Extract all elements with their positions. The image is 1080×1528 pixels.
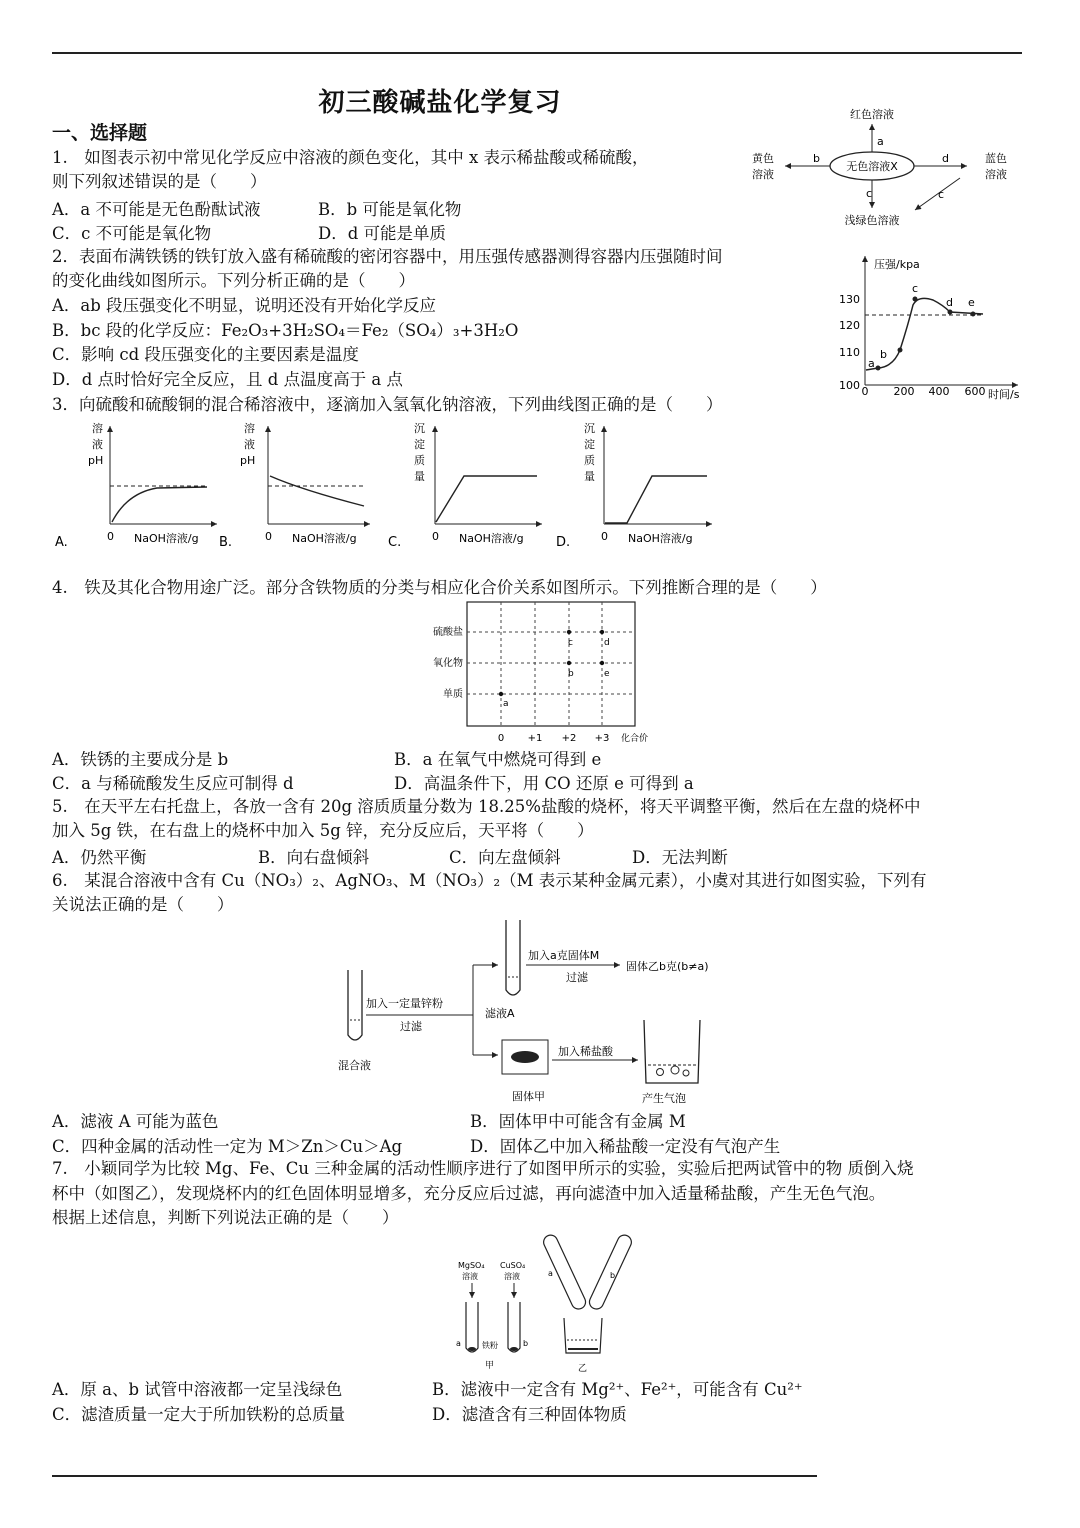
q7-figure-jia-label: 甲 xyxy=(485,1361,495,1371)
q7-tilted-b-label: b xyxy=(610,1271,616,1280)
q1-left-label-2: 溶液 xyxy=(752,168,774,181)
q2-stem-2: 的变化曲线如图所示。下列分析正确的是（ ） xyxy=(52,271,415,290)
q2-x-tick-0: 0 xyxy=(861,385,869,398)
page-title: 初三酸碱盐化学复习 xyxy=(318,88,562,118)
q2-y-tick-130: 130 xyxy=(839,293,860,306)
q3-a-zero: 0 xyxy=(107,530,114,543)
q2-stem-1: 2．表面布满铁锈的铁钉放入盛有稀硫酸的密闭容器中，用压强传感器测得容器内压强随时间 xyxy=(52,247,723,266)
q3-option-c: C. xyxy=(388,535,402,550)
q3-d-ylabel-4: 量 xyxy=(584,470,595,483)
q4-valence-chart xyxy=(425,598,665,748)
q1-arrow-b: b xyxy=(813,152,820,165)
q4-option-b: B．a 在氧气中燃烧可得到 e xyxy=(394,750,602,769)
q3-c-ylabel-4: 量 xyxy=(414,470,425,483)
q6-filtrate-a-label: 滤液A xyxy=(485,1007,515,1020)
q7-iron-powder-label: 铁粉 xyxy=(482,1341,498,1350)
q3-c-zero: 0 xyxy=(432,530,439,543)
q7-stem-3: 根据上述信息，判断下列说法正确的是（ ） xyxy=(52,1208,399,1227)
q3-graph-c xyxy=(388,422,542,550)
q3-b-ylabel-3: pH xyxy=(240,454,256,467)
q6-solid-b-label: 固体乙b克(b≠a) xyxy=(626,960,709,973)
q5-option-a: A．仍然平衡 xyxy=(52,848,147,867)
q6-filter-2-label: 过滤 xyxy=(566,971,588,984)
q7-tilted-a-label: a xyxy=(548,1269,553,1278)
q4-point-b: b xyxy=(568,669,574,679)
q1-center-label: 无色溶液X xyxy=(846,160,898,173)
q3-graph-a xyxy=(55,421,217,550)
q7-cuso4-label: CuSO₄ xyxy=(500,1261,526,1270)
q5-stem-2: 加入 5g 铁，在右盘上的烧杯中加入 5g 锌，充分反应后，天平将（ ） xyxy=(52,821,594,840)
q3-option-b: B. xyxy=(219,535,233,550)
q4-option-a: A．铁锈的主要成分是 b xyxy=(52,750,229,769)
q7-option-b: B．滤液中一定含有 Mg²⁺、Fe²⁺，可能含有 Cu²⁺ xyxy=(432,1380,803,1399)
q1-color-diagram xyxy=(745,100,1035,235)
q2-y-tick-110: 110 xyxy=(839,346,860,359)
q7-tube-b-label: b xyxy=(523,1339,529,1348)
q6-mixed-label: 混合液 xyxy=(338,1059,371,1072)
q4-option-c: C．a 与稀硫酸发生反应可制得 d xyxy=(52,774,294,793)
q4-col-plus2: +2 xyxy=(561,733,577,744)
q4-x-name: 化合价 xyxy=(621,734,649,744)
q3-c-ylabel-2: 淀 xyxy=(414,438,425,451)
q1-option-d: D．d 可能是单质 xyxy=(318,224,447,243)
q2-option-b: B．bc 段的化学反应：Fe₂O₃+3H₂SO₄＝Fe₂（SO₄）₃+3H₂O xyxy=(52,321,519,340)
q7-figure-yi-label: 乙 xyxy=(578,1364,588,1374)
q5-option-d: D．无法判断 xyxy=(632,848,728,867)
q2-y-tick-100: 100 xyxy=(839,379,860,392)
q2-point-d: d xyxy=(946,296,953,309)
q1-arrow-a: a xyxy=(877,135,884,148)
q5-option-c: C．向左盘倾斜 xyxy=(449,848,561,867)
q3-option-d: D. xyxy=(556,535,571,550)
q6-add-hcl-label: 加入稀盐酸 xyxy=(558,1045,613,1058)
q2-option-d: D．d 点时恰好完全反应，且 d 点温度高于 a 点 xyxy=(52,370,403,389)
q4-col-0: 0 xyxy=(497,733,505,744)
q7-cu-solution-label: 溶液 xyxy=(504,1272,520,1281)
q3-a-ylabel-1: 溶 xyxy=(92,422,103,435)
q3-graph-b xyxy=(219,421,370,550)
q6-add-zinc-label: 加入一定量锌粉 xyxy=(366,997,443,1010)
q3-c-ylabel-1: 沉 xyxy=(414,422,425,435)
q7-mgso4-label: MgSO₄ xyxy=(458,1261,485,1270)
q1-stem-2: 则下列叙述错误的是（ ） xyxy=(52,172,267,191)
q2-x-tick-400: 400 xyxy=(928,385,950,398)
q1-bottom-label: 浅绿色溶液 xyxy=(844,214,900,227)
q7-tube-a-label: a xyxy=(456,1339,461,1348)
q1-option-b: B．b 可能是氧化物 xyxy=(318,200,462,219)
q3-d-ylabel-3: 质 xyxy=(584,454,595,467)
q4-row-element: 单质 xyxy=(443,689,463,700)
q3-d-zero: 0 xyxy=(601,530,608,543)
q2-point-a: a xyxy=(868,357,875,370)
q1-right-label-2: 溶液 xyxy=(985,168,1007,181)
q3-curve-options xyxy=(52,418,732,554)
q3-b-zero: 0 xyxy=(265,530,272,543)
q2-pressure-graph xyxy=(838,250,1038,405)
q6-filter-label: 过滤 xyxy=(400,1020,422,1033)
q7-stem-1: 7. 小颖同学为比较 Mg、Fe、Cu 三种金属的活动性顺序进行了如图甲所示的实验，实验后把两试管中的物 质倒入烧 xyxy=(52,1159,914,1178)
q3-graph-d xyxy=(556,422,712,550)
q6-option-c: C．四种金属的活动性一定为 M＞Zn＞Cu＞Ag xyxy=(52,1137,403,1156)
q6-solid-a-label: 固体甲 xyxy=(512,1090,545,1103)
q4-col-plus1: +1 xyxy=(527,733,543,744)
q4-option-d: D．高温条件下，用 CO 还原 e 可得到 a xyxy=(394,774,694,793)
q4-point-c: c xyxy=(568,638,573,648)
q6-stem-2: 关说法正确的是（ ） xyxy=(52,895,234,914)
q4-point-a: a xyxy=(503,699,509,709)
q3-d-xlabel: NaOH溶液/g xyxy=(628,532,693,545)
q2-option-a: A．ab 段压强变化不明显，说明还没有开始化学反应 xyxy=(52,296,437,315)
q1-left-label-1: 黄色 xyxy=(752,152,774,165)
q2-y-tick-120: 120 xyxy=(839,319,860,332)
q6-stem-1: 6. 某混合溶液中含有 Cu（NO₃）₂、AgNO₃、M（NO₃）₂（M 表示某种金属元素），小虞对其进行如图实验，下列有 xyxy=(52,871,927,890)
q6-option-a: A．滤液 A 可能为蓝色 xyxy=(52,1112,219,1131)
q7-stem-2: 杯中（如图乙），发现烧杯内的红色固体明显增多，充分反应后过滤，再向滤渣中加入适量稀盐酸，产生无色气泡。 xyxy=(52,1184,886,1203)
q6-flow-diagram xyxy=(330,915,770,1105)
q2-y-axis-label: 压强/kpa xyxy=(874,258,920,271)
q7-option-d: D．滤渣含有三种固体物质 xyxy=(432,1405,627,1424)
q1-right-label-1: 蓝色 xyxy=(985,152,1007,165)
q3-c-ylabel-3: 质 xyxy=(414,454,425,467)
q4-point-d: d xyxy=(604,638,610,648)
q3-c-xlabel: NaOH溶液/g xyxy=(459,532,524,545)
top-rule xyxy=(52,52,1022,54)
q1-arrow-c-left: c xyxy=(866,187,873,200)
q6-add-m-label: 加入a克固体M xyxy=(528,949,600,962)
q4-col-plus3: +3 xyxy=(594,733,610,744)
q3-b-ylabel-2: 液 xyxy=(244,438,255,451)
q2-option-c: C．影响 cd 段压强变化的主要因素是温度 xyxy=(52,345,359,364)
q3-stem: 3．向硫酸和硫酸铜的混合稀溶液中，逐滴加入氢氧化钠溶液，下列曲线图正确的是（ ） xyxy=(52,395,723,414)
q3-a-xlabel: NaOH溶液/g xyxy=(134,532,199,545)
q1-option-a: A．a 不可能是无色酚酞试液 xyxy=(52,200,261,219)
q2-x-axis-label: 时间/s xyxy=(988,388,1020,401)
q2-point-c: c xyxy=(912,282,919,295)
section-heading: 一、选择题 xyxy=(52,122,148,144)
q4-row-oxide: 氧化物 xyxy=(433,658,463,669)
q7-experiment-figure xyxy=(450,1228,650,1376)
q1-arrow-d: d xyxy=(942,152,949,165)
q3-option-a: A. xyxy=(55,535,68,550)
q3-a-ylabel-3: pH xyxy=(88,454,104,467)
q6-option-d: D．固体乙中加入稀盐酸一定没有气泡产生 xyxy=(470,1137,781,1156)
q5-stem-1: 5. 在天平左右托盘上，各放一含有 20g 溶质质量分数为 18.25%盐酸的烧杯，将天平调整平衡，然后在左盘的烧杯中 xyxy=(52,797,921,816)
q2-x-tick-200: 200 xyxy=(893,385,915,398)
q1-top-label: 红色溶液 xyxy=(850,108,894,121)
q1-option-c: C．c 不可能是氧化物 xyxy=(52,224,212,243)
q7-option-a: A．原 a、b 试管中溶液都一定呈浅绿色 xyxy=(52,1380,343,1399)
q3-d-ylabel-1: 沉 xyxy=(584,422,595,435)
q7-mg-solution-label: 溶液 xyxy=(462,1272,478,1281)
q1-arrow-c-right: c xyxy=(938,188,945,201)
q3-a-ylabel-2: 液 xyxy=(92,438,103,451)
q6-option-b: B．固体甲中可能含有金属 M xyxy=(470,1112,686,1131)
q5-option-b: B．向右盘倾斜 xyxy=(258,848,370,867)
q4-point-e: e xyxy=(604,669,610,679)
q6-bubbles-label: 产生气泡 xyxy=(642,1092,686,1105)
q1-stem-1: 1. 如图表示初中常见化学反应中溶液的颜色变化，其中 x 表示稀盐酸或稀硫酸， xyxy=(52,148,649,167)
q3-b-xlabel: NaOH溶液/g xyxy=(292,532,357,545)
q3-d-ylabel-2: 淀 xyxy=(584,438,595,451)
q2-point-b: b xyxy=(880,348,887,361)
q2-x-tick-600: 600 xyxy=(964,385,986,398)
q4-stem: 4. 铁及其化合物用途广泛。部分含铁物质的分类与相应化合价关系如图所示。下列推断合理的是（ ） xyxy=(52,578,827,597)
q2-point-e: e xyxy=(968,296,975,309)
bottom-rule xyxy=(52,1475,817,1477)
q3-b-ylabel-1: 溶 xyxy=(244,422,255,435)
q4-row-sulfate: 硫酸盐 xyxy=(433,627,463,638)
q7-option-c: C．滤渣质量一定大于所加铁粉的总质量 xyxy=(52,1405,346,1424)
